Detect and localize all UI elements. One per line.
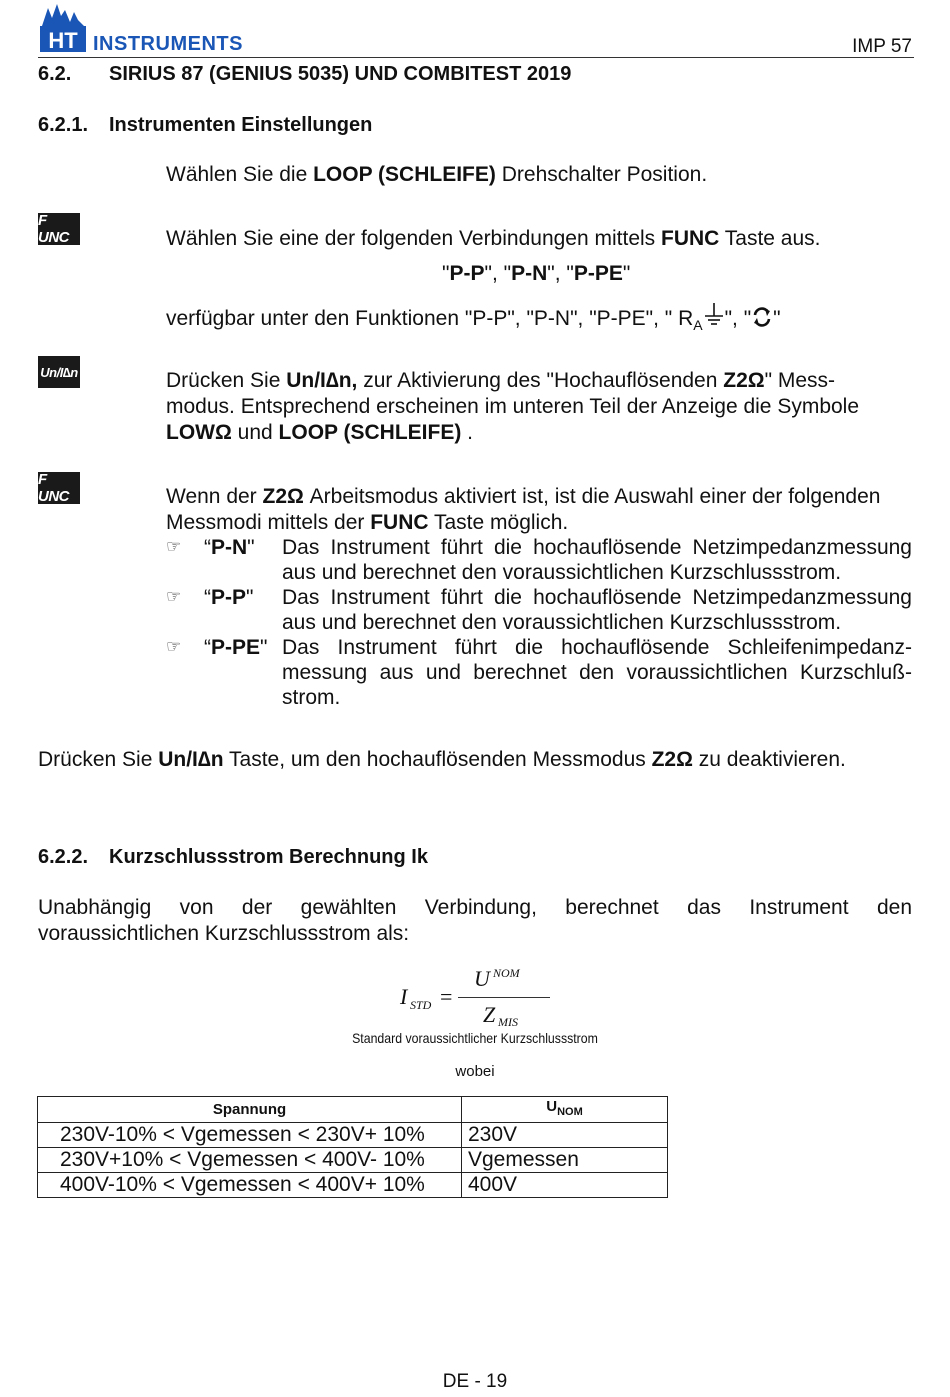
func-key-icon: F UNC: [38, 213, 80, 245]
list-item: ☞ “P-N" Das Instrument führt die hochauflösende Netzimpedanzmessung aus und berechnet den voraussichtlichen Kurzschlussstrom.: [166, 536, 912, 584]
pointing-hand-icon: ☞: [166, 587, 182, 606]
formula-lhs: I: [400, 984, 408, 1009]
header-rule: [38, 57, 914, 58]
model-name: IMP 57: [852, 36, 912, 57]
formula-lhs-sub: STD: [410, 998, 432, 1012]
section-number: 6.2.: [38, 63, 72, 85]
list-item: ☞ “P-PE" Das Instrument führt die hochauflösende Schleifenimpedanz- messung aus und berechnet den voraussichtlichen Kurzschluß- strom.: [166, 636, 912, 709]
voltage-table: [37, 1096, 668, 1198]
formula-numerator: U: [474, 966, 490, 991]
cell-range: 400V-10% < Vgemessen < 400V+ 10%: [38, 1173, 462, 1198]
cell-range: 230V+10% < Vgemessen < 400V- 10%: [38, 1148, 462, 1173]
formula-denominator: Z: [483, 1002, 496, 1027]
formula-caption: Standard voraussichtlicher Kurzschlussstrom: [352, 1030, 598, 1046]
table-row: [38, 1173, 668, 1198]
column-header-unom: $U_{NOM}$: [462, 1097, 668, 1123]
step2-text: Wählen Sie eine der folgenden Verbindungen mittels FUNC Taste aus.: [166, 227, 821, 250]
subsection1-number: 6.2.1.: [38, 114, 89, 136]
intro-text: Unabhängig von der gewählten Verbindung, berechnet das Instrument den voraussichtlichen Kurzschlussstrom als:: [38, 896, 912, 945]
formula-numerator-sup: NOM: [493, 966, 520, 980]
cell-range: 230V-10% < Vgemessen < 230V+ 10%: [38, 1123, 462, 1148]
formula: [396, 962, 596, 1032]
brand-name: INSTRUMENTS: [93, 33, 243, 55]
pointing-hand-icon: ☞: [166, 537, 182, 556]
earth-icon: [703, 303, 725, 325]
table-row: [38, 1148, 668, 1173]
rotation-icon: [751, 306, 773, 328]
un-idn-key-icon: Un/I∆n: [38, 356, 80, 388]
deactivate-text: Drücken Sie Un/I∆n Taste, um den hochauflösenden Messmodus Z2Ω zu deaktivieren.: [38, 748, 846, 771]
table-row: [38, 1123, 668, 1148]
cell-unom: 400V: [462, 1173, 668, 1198]
formula-denominator-sub: MIS: [498, 1015, 518, 1029]
table-header-row: [38, 1097, 668, 1123]
cell-unom: Vgemessen: [462, 1148, 668, 1173]
subsection1-title: Instrumenten Einstellungen: [109, 114, 373, 136]
ht-logo: [40, 2, 86, 52]
page-number: DE - 19: [442, 1371, 508, 1392]
subsection2-number: 6.2.2.: [38, 846, 89, 868]
available-functions: verfügbar unter den Funktionen "P-P", "P-N", "P-PE", " $R_A$ ", " ": [166, 303, 781, 338]
list-item: ☞ “P-P" Das Instrument führt die hochauflösende Netzimpedanzmessung aus und berechnet den voraussichtlichen Kurzschlussstrom.: [166, 586, 912, 634]
func-key-icon-2: F UNC: [38, 472, 80, 504]
pointing-hand-icon: ☞: [166, 637, 182, 656]
subsection2-title: Kurzschlussstrom Berechnung Ik: [109, 846, 428, 868]
section-title: SIRIUS 87 (GENIUS 5035) UND COMBITEST 2019: [109, 63, 572, 85]
mode-list: [166, 535, 916, 711]
connection-options: "P-P", "P-N", "P-PE": [442, 262, 631, 285]
formula-equals: =: [440, 984, 453, 1009]
wobei-label: wobei: [455, 1063, 495, 1080]
fraction-bar: [458, 997, 550, 998]
column-header-spannung: Spannung: [38, 1097, 462, 1123]
step1-text: Wählen Sie die LOOP (SCHLEIFE) Drehschalter Position.: [166, 163, 708, 186]
cell-unom: 230V: [462, 1123, 668, 1148]
logo-letters: HT: [48, 28, 78, 52]
step3-text: Drücken Sie Un/I∆n, zur Aktivierung des "Hochauflösenden Z2Ω" Mess- modus. Entsprechend erscheinen im unteren Teil der Anzeige die Symbole LOWΩ und LOOP (SCHLEIFE) .: [166, 369, 860, 444]
step4-text: Wenn der Z2Ω Arbeitsmodus aktiviert ist, ist die Auswahl einer der folgenden Messmodi mittels der FUNC Taste möglich.: [166, 485, 881, 534]
